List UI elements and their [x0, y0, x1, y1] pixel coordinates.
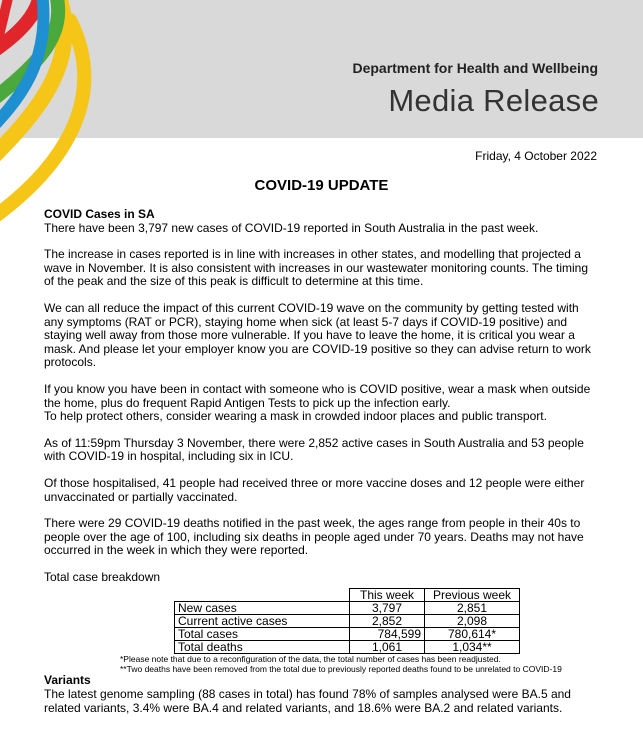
- column-header: This week: [350, 589, 425, 602]
- this-week-cell: 784,599: [350, 628, 425, 641]
- table-row: [175, 615, 520, 628]
- this-week-cell: 2,852: [350, 615, 425, 628]
- department-name: Department for Health and Wellbeing: [352, 60, 598, 76]
- table-footnotes: [120, 654, 599, 674]
- empty-header-cell: [175, 589, 350, 602]
- previous-week-cell: 2,851: [425, 602, 520, 615]
- paragraph: There have been 3,797 new cases of COVID-19 reported in South Australia in the past week.: [44, 220, 539, 235]
- previous-week-cell: 1,034**: [425, 641, 520, 654]
- paragraph: As of 11:59pm Thursday 3 November, there were 2,852 active cases in South Australia and 53 people with COVID-19 in hospital, including six in ICU.: [44, 435, 584, 464]
- previous-week-cell: 780,614*: [425, 628, 520, 641]
- release-date: Friday, 4 October 2022: [475, 149, 597, 163]
- row-label: Total deaths: [175, 641, 350, 654]
- this-week-cell: 1,061: [350, 641, 425, 654]
- row-label: Current active cases: [175, 615, 350, 628]
- paragraph: If you know you have been in contact with someone who is COVID positive, wear a mask when outside the home, plus do frequent Rapid Antigen Tests to pick up the infection early.: [44, 381, 591, 410]
- table-header-row: [175, 589, 520, 602]
- paragraph: We can all reduce the impact of this current COVID-19 wave on the community by getting tested with any symptoms (RAT or PCR), staying home when sick (at least 5-7 days if COVID-19 positive) and staying well away from those more vulnerable. If you have to leave the home, it is critical you wear a mask. And please let your employer know you are COVID-19 positive so they can advise return to work protocols.: [44, 300, 591, 370]
- row-label: Total cases: [175, 628, 350, 641]
- paragraph: The latest genome sampling (88 cases in total) has found 78% of samples analysed were BA.5 and related variants, 3.4% were BA.4 and related variants, and 18.6% were BA.2 and related variants.: [44, 687, 571, 715]
- section-heading-variants: Variants: [44, 673, 91, 688]
- row-label: New cases: [175, 602, 350, 615]
- document-body: [44, 208, 599, 728]
- previous-week-cell: 2,098: [425, 615, 520, 628]
- this-week-cell: 3,797: [350, 602, 425, 615]
- paragraph: To help protect others, consider wearing a mask in crowded indoor places and public transport.: [44, 409, 547, 424]
- document-title: COVID-19 UPDATE: [254, 177, 389, 194]
- footnote: **Two deaths have been removed from the total due to previously reported deaths found to be unrelated to COVID-19: [120, 664, 562, 675]
- table-row: [175, 602, 520, 615]
- paragraph: The increase in cases reported is in line with increases in other states, and modelling that projected a wave in November. It is also consistent with increases in our wastewater monitoring counts. The timing of the peak and the size of this peak is difficult to determine at this time.: [44, 247, 589, 289]
- paragraph: There were 29 COVID-19 deaths notified in the past week, the ages range from people in their 40s to people over the age of 100, including six deaths in people aged under 70 years. Deaths may not have occurred in the week in which they were reported.: [44, 516, 584, 558]
- footnote: *Please note that due to a reconfiguration of the data, the total number of cases has been readjusted.: [120, 654, 501, 665]
- table-row: [175, 641, 520, 654]
- case-breakdown-table: [174, 588, 520, 654]
- media-release-title: Media Release: [388, 83, 599, 118]
- section-heading-cases: COVID Cases in SA: [44, 207, 155, 221]
- column-header: Previous week: [425, 589, 520, 602]
- table-caption: Total case breakdown: [44, 569, 161, 584]
- table-row: [175, 628, 520, 641]
- paragraph: Of those hospitalised, 41 people had received three or more vaccine doses and 12 people were either unvaccinated or partially vaccinated.: [44, 475, 585, 504]
